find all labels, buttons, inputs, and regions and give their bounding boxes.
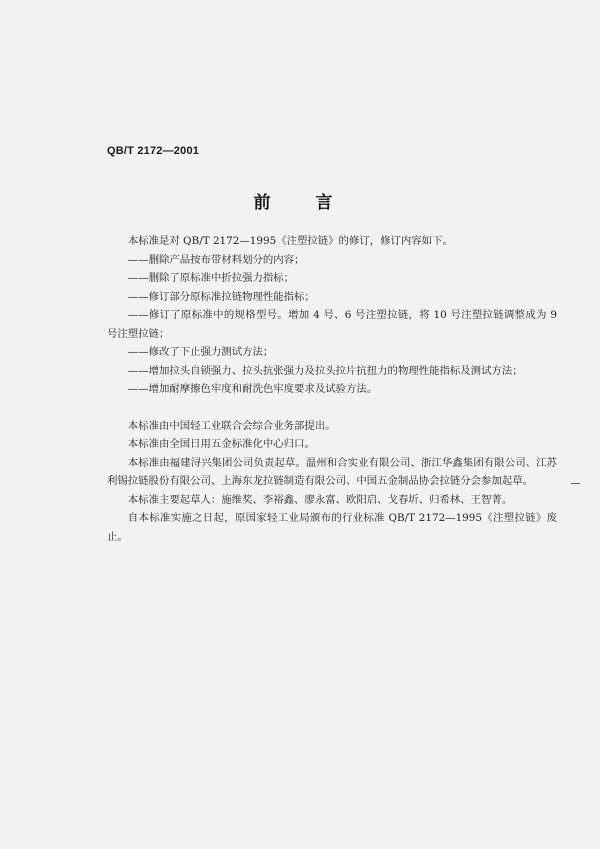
standard-code: QB/T 2172—2001 (107, 145, 200, 157)
list-item: ——增加拉头自锁强力、拉头抗张强力及拉头拉片抗扭力的物理性能指标及测试方法； (127, 364, 523, 377)
list-item: ——增加耐摩擦色牢度和耐洗色牢度要求及试验方法。 (127, 383, 378, 395)
document-body (107, 232, 557, 546)
paragraph: 本标准由中国轻工业联合会综合业务部提出。 (127, 419, 336, 432)
page-title: 前 言 (253, 193, 347, 213)
paragraph: 本标准主要起草人：施维奖、李裕鑫、廖永富、欧阳启、戈春圻、归希林、王智菁。 (127, 493, 513, 506)
paragraph: 本标准由福建浔兴集团公司负责起草。温州和合实业有限公司、浙江华鑫集团有限公司、江苏利锡拉链股份有限公司、上海东龙拉链制造有限公司、中国五金制品协会拉链分会参加起草。 (107, 456, 557, 487)
paragraph: 自本标准实施之日起，原国家轻工业局颁布的行业标准 QB/T 2172—1995《注塑拉链》废止。 (107, 512, 557, 543)
paragraph-gap (107, 399, 557, 417)
list-item: ——修改了下止强力测试方法； (127, 346, 274, 358)
list-item: ——修订部分原标准拉链物理性能指标； (127, 290, 315, 303)
margin-dash-mark (571, 483, 580, 484)
list-item: ——修订了原标准中的规格型号。增加 4 号、6 号注塑拉链，将 10 号注塑拉链调整成为 9 号注塑拉链； (107, 309, 557, 340)
paragraph: 本标准由全国日用五金标准化中心归口。 (127, 438, 315, 450)
paragraph: 本标准是对 QB/T 2172—1995《注塑拉链》的修订，修订内容如下。 (127, 235, 453, 247)
list-item: ——删除产品按布带材料划分的内容； (127, 253, 305, 266)
list-item: ——删除了原标准中折拉强力指标； (127, 272, 295, 284)
